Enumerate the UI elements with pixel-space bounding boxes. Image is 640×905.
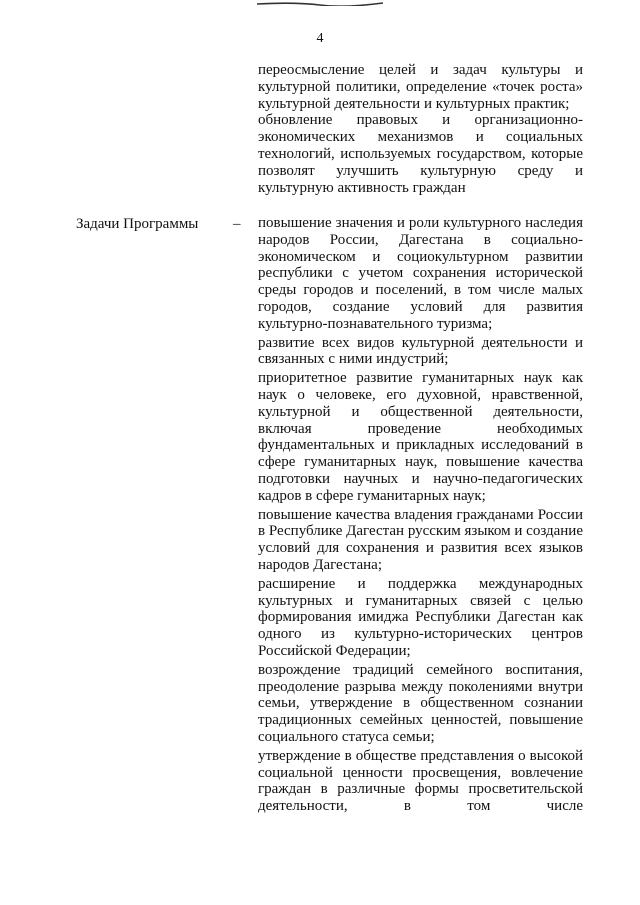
task-item: расширение и поддержка международных культурных и гуманитарных связей с целью формирования имиджа Республики Дагестан как одного из культурно-исторических центров Российской Федерации; (258, 575, 583, 659)
tasks-label: Задачи Программы (76, 216, 199, 232)
task-item: повышение значения и роли культурного наследия народов России, Дагестана в социально-экономическом и социокультурном развитии республики с учетом сохранения исторической среды городов и поселений, в том числе малых городов, создание условий для развития культурно-познавательного туризма; (258, 215, 583, 332)
task-item: повышение качества владения гражданами России в Республике Дагестан русским языком и создание условий для сохранения и развития всех языков народов Дагестана; (258, 506, 583, 573)
intro-block (258, 62, 583, 196)
tasks-list (258, 215, 583, 817)
task-item: развитие всех видов культурной деятельности и связанных с ними индустрий; (258, 334, 583, 368)
intro-paragraph: переосмысление целей и задач культуры и культурной политики, определение «точек роста» культурной деятельности и культурных практик; (258, 62, 583, 112)
page-number: 4 (316, 31, 324, 46)
task-item: возрождение традиций семейного воспитания, преодоление разрыва между поколениями внутри семьи, утверждение в общественном сознании традиционных семейных ценностей, повышение социального статуса семьи; (258, 661, 583, 745)
scan-artifact-mark (255, 0, 385, 6)
tasks-dash: – (233, 216, 241, 232)
intro-paragraph: обновление правовых и организационно-экономических механизмов и социальных технологий, используемых государством, которые позволят улучшить культурную среду и культурную активность граждан (258, 112, 583, 196)
task-item: утверждение в обществе представления о высокой социальной ценности просвещения, вовлечение граждан в различные формы просветительской деятельности, в том числе (258, 747, 583, 815)
task-item: приоритетное развитие гуманитарных наук как наук о человеке, его духовной, нравственной, культурной и общественной деятельности, включая проведение необходимых фундаментальных и прикладных исследований в сфере гуманитарных наук, повышение качества подготовки научных и научно-педагогических кадров в сфере гуманитарных наук; (258, 370, 583, 504)
